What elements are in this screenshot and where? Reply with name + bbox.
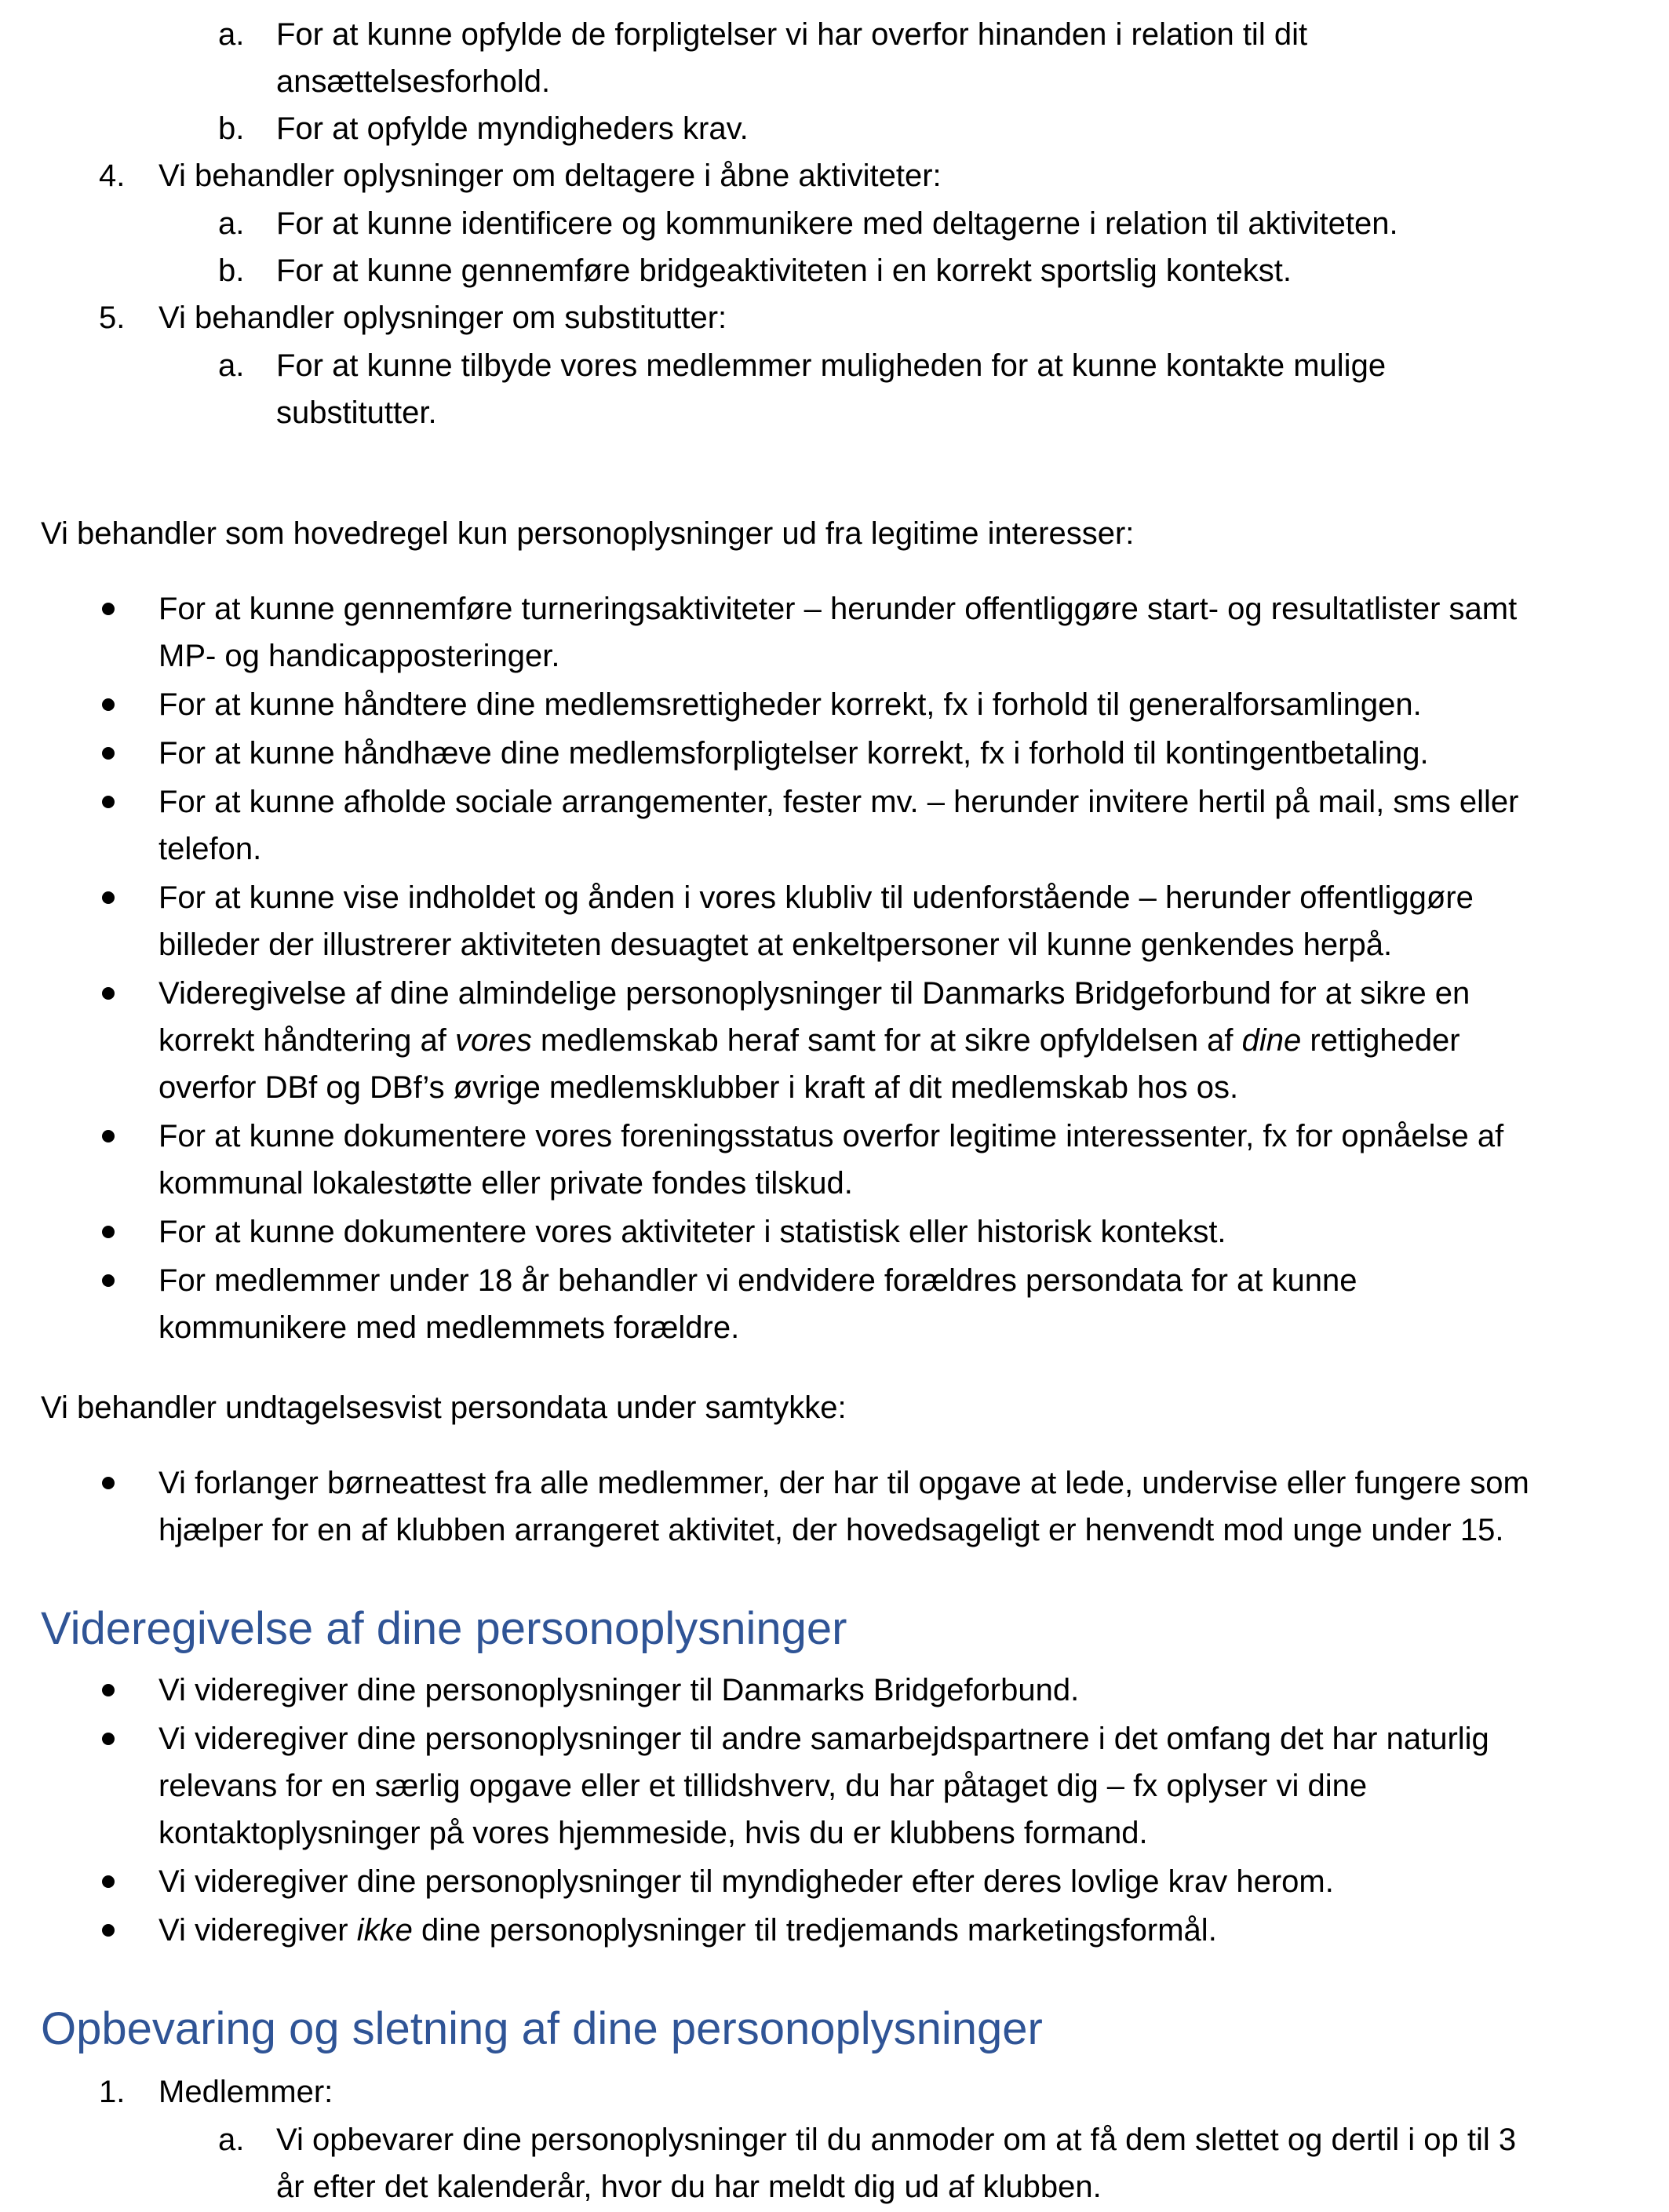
legitimate-bullet-6-line1: Videregivelse af dine almindelige personoplysninger til Danmarks Bridgeforbund for at sikre en (159, 976, 1470, 1011)
list-item-4: Vi behandler oplysninger om deltagere i åbne aktiviteter: (159, 159, 942, 193)
emphasis-dine: dine (1241, 1023, 1302, 1058)
storage-list-item-1: Medlemmer: (159, 2075, 333, 2109)
storage-list-item-1a-line1: Vi opbevarer dine personoplysninger til du anmoder om at få dem slettet og dertil i op til 3 (276, 2123, 1517, 2157)
legitimate-bullet-7-line2: kommunal lokalestøtte eller private fondes tilskud. (159, 1166, 853, 1201)
disclosure-bullet-2-line1: Vi videregiver dine personoplysninger til andre samarbejdspartnere i det omfang det har naturlig (159, 1722, 1489, 1756)
legitimate-intro-paragraph: Vi behandler som hovedregel kun personoplysninger ud fra legitime interesser: (41, 516, 1135, 551)
list-marker-3b: b. (218, 111, 245, 146)
bullet-icon (102, 603, 115, 615)
legitimate-bullet-9-line2: kommunikere med medlemmets forældre. (159, 1310, 740, 1345)
bullet-icon (102, 796, 115, 808)
legitimate-bullet-3: For at kunne håndhæve dine medlemsforpligtelser korrekt, fx i forhold til kontingentbetaling. (159, 736, 1429, 771)
list-marker-4b: b. (218, 253, 245, 288)
legitimate-bullet-5-line1: For at kunne vise indholdet og ånden i vores klubliv til udenforstående – herunder offentliggøre (159, 880, 1474, 915)
list-marker-3a: a. (218, 17, 245, 52)
bullet-icon (102, 1130, 115, 1142)
list-item-4a: For at kunne identificere og kommunikere med deltagerne i relation til aktiviteten. (276, 206, 1398, 241)
emphasis-ikke: ikke (356, 1913, 413, 1948)
list-item-5a-line1: For at kunne tilbyde vores medlemmer muligheden for at kunne kontakte mulige (276, 348, 1387, 383)
bullet-icon (102, 1274, 115, 1287)
list-item-3a-line1: For at kunne opfylde de forpligtelser vi har overfor hinanden i relation til dit (276, 17, 1308, 52)
consent-bullet-1-line1: Vi forlanger børneattest fra alle medlemmer, der har til opgave at lede, undervise eller fungere som (159, 1466, 1529, 1500)
legitimate-bullet-4-line2: telefon. (159, 832, 262, 866)
bullet-icon (102, 1226, 115, 1238)
legitimate-bullet-5-line2: billeder der illustrerer aktiviteten desuagtet at enkeltpersoner vil kunne genkendes herpå. (159, 927, 1393, 962)
bullet-icon (102, 1684, 115, 1696)
list-item-3a-line2: ansættelsesforhold. (276, 64, 551, 99)
bullet-icon (102, 987, 115, 1000)
bullet-icon (102, 698, 115, 711)
section-heading-disclosure: Videregivelse af dine personoplysninger (41, 1603, 847, 1654)
bullet-icon (102, 1875, 115, 1888)
bullet-icon (102, 1733, 115, 1745)
list-marker-1: 1. (99, 2075, 126, 2109)
legitimate-bullet-6-line3: overfor DBf og DBf’s øvrige medlemsklubber i kraft af dit medlemskab hos os. (159, 1070, 1239, 1105)
disclosure-bullet-3: Vi videregiver dine personoplysninger til myndigheder efter deres lovlige krav herom. (159, 1864, 1334, 1899)
disclosure-bullet-2-line2: relevans for en særlig opgave eller et tillidshverv, du har påtaget dig – fx oplyser vi dine (159, 1769, 1368, 1803)
disclosure-bullet-4: Vi videregiver ikke dine personoplysninger til tredjemands marketingsformål. (159, 1913, 1217, 1948)
disclosure-bullet-1: Vi videregiver dine personoplysninger til Danmarks Bridgeforbund. (159, 1673, 1080, 1707)
list-item-5a-line2: substitutter. (276, 395, 437, 430)
bullet-icon (102, 747, 115, 760)
legitimate-bullet-1-line1: For at kunne gennemføre turneringsaktiviteter – herunder offentliggøre start- og resultatlister samt (159, 592, 1518, 626)
legitimate-bullet-8: For at kunne dokumentere vores aktiviteter i statistisk eller historisk kontekst. (159, 1215, 1226, 1249)
list-marker-5: 5. (99, 301, 126, 335)
section-heading-storage: Opbevaring og sletning af dine personoplysninger (41, 2003, 1043, 2054)
list-item-5: Vi behandler oplysninger om substitutter: (159, 301, 727, 335)
legitimate-bullet-1-line2: MP- og handicapposteringer. (159, 639, 560, 673)
list-marker-4a: a. (218, 206, 245, 241)
bullet-icon (102, 891, 115, 904)
list-item-4b: For at kunne gennemføre bridgeaktiviteten i en korrekt sportslig kontekst. (276, 253, 1292, 288)
bullet-icon (102, 1477, 115, 1489)
legitimate-bullet-6-line2: korrekt håndtering af vores medlemskab heraf samt for at sikre opfyldelsen af dine rettigheder (159, 1023, 1460, 1058)
list-item-3b: For at opfylde myndigheders krav. (276, 111, 749, 146)
legitimate-bullet-2: For at kunne håndtere dine medlemsrettigheder korrekt, fx i forhold til generalforsamlingen. (159, 687, 1422, 722)
consent-bullet-1-line2: hjælper for en af klubben arrangeret aktivitet, der hovedsageligt er henvendt mod unge under 15. (159, 1513, 1504, 1547)
list-marker-1a: a. (218, 2123, 245, 2157)
emphasis-vores: vores (455, 1023, 532, 1058)
legitimate-bullet-4-line1: For at kunne afholde sociale arrangementer, fester mv. – herunder invitere hertil på mail, sms eller (159, 785, 1519, 819)
legitimate-bullet-7-line1: For at kunne dokumentere vores foreningsstatus overfor legitime interessenter, fx for opnåelse af (159, 1119, 1504, 1153)
disclosure-bullet-2-line3: kontaktoplysninger på vores hjemmeside, hvis du er klubbens formand. (159, 1816, 1148, 1850)
legitimate-bullet-9-line1: For medlemmer under 18 år behandler vi endvidere forældres persondata for at kunne (159, 1263, 1357, 1298)
consent-intro-paragraph: Vi behandler undtagelsesvist persondata under samtykke: (41, 1390, 847, 1425)
storage-list-item-1a-line2: år efter det kalenderår, hvor du har meldt dig ud af klubben. (276, 2170, 1102, 2204)
bullet-icon (102, 1924, 115, 1937)
list-marker-5a: a. (218, 348, 245, 383)
list-marker-4: 4. (99, 159, 126, 193)
